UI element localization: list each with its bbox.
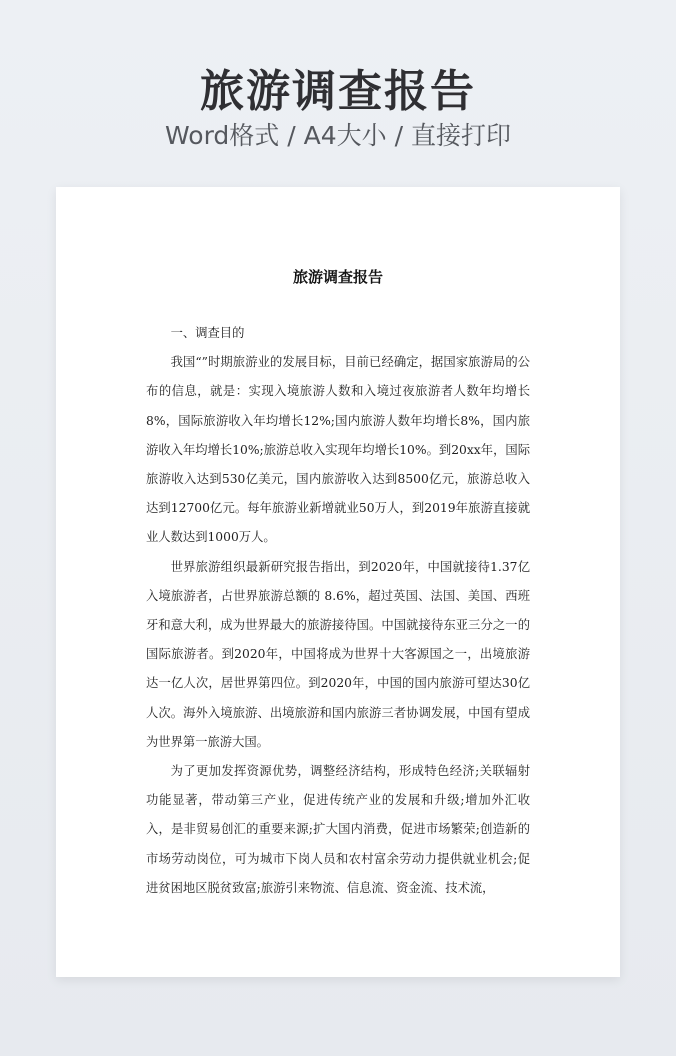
- paragraph-world-tourism-report: 世界旅游组织最新研究报告指出，到2020年，中国就接待1.37亿入境旅游者，占世界旅游总额的 8.6%，超过英国、法国、美国、西班牙和意大利，成为世界最大的旅游接待国。中国就接待东亚三分之一的国际旅游者。到2020年，中国将成为世界十大客源国之一，出境旅游达一亿人次，居世界第四位。到2020年，中国的国内旅游可望达30亿人次。海外入境旅游、出境旅游和国内旅游三者协调发展，中国有望成为世界第一旅游大国。: [146, 559, 530, 749]
- banner-subtitle: Word格式 / A4大小 / 直接打印: [165, 121, 511, 150]
- banner-title: 旅游调查报告: [200, 66, 476, 117]
- paragraph-resource-advantages: 为了更加发挥资源优势，调整经济结构，形成特色经济;关联辐射功能显著，带动第三产业，促进传统产业的发展和升级;增加外汇收入，是非贸易创汇的重要来源;扩大国内消费，促进市场繁荣;创造新的市场劳动岗位，可为城市下岗人员和农村富余劳动力提供就业机会;促进贫困地区脱贫致富;旅游引来物流、信息流、资金流、技术流，: [146, 764, 530, 895]
- document-title: 旅游调查报告: [292, 268, 383, 286]
- document-body: [146, 319, 530, 903]
- section-heading: 一、调查目的: [170, 326, 245, 340]
- document-page: [56, 187, 620, 977]
- paragraph-development-goals: 我国“”时期旅游业的发展目标，目前已经确定，据国家旅游局的公布的信息，就是：实现入境旅游人数和入境过夜旅游者人数年均增长8%，国际旅游收入年均增长12%;国内旅游人数年均增长8%，国内旅游收入年均增长10%;旅游总收入实现年均增长10%。到20xx年，国际旅游收入达到530亿美元，国内旅游收入达到8500亿元，旅游总收入达到12700亿元。每年旅游业新增就业50万人，到2019年旅游直接就业人数达到1000万人。: [146, 355, 530, 545]
